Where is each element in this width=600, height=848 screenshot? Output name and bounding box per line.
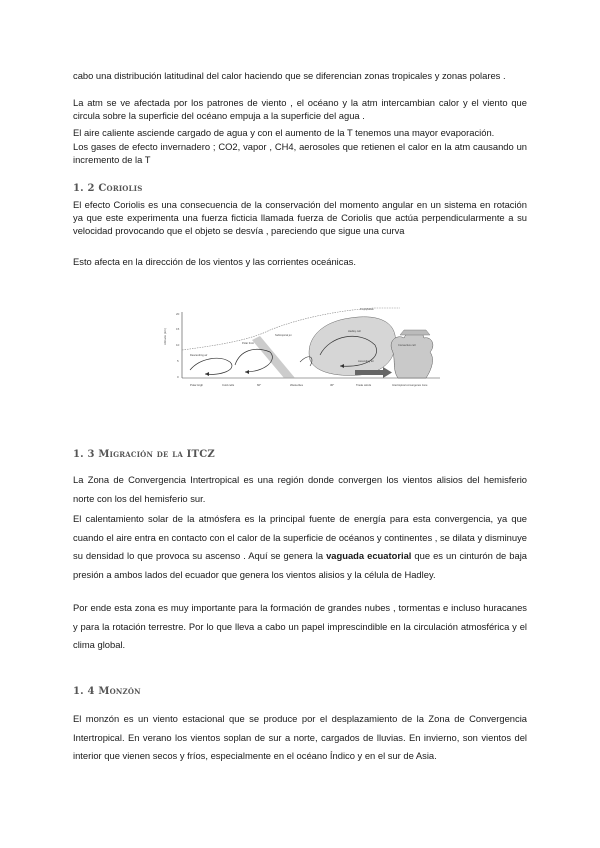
intro-paragraph-4: Los gases de efecto invernadero ; CO2, vapor , CH4, aerosoles que retienen el calor en la atm causando un incremento de la T — [73, 141, 527, 165]
annotation: Hadley cell — [348, 330, 361, 333]
coriolis-paragraph-2: Esto afecta en la dirección de los vientos y las corrientes oceánicas. — [73, 256, 356, 267]
annotation: Ascending air — [358, 360, 374, 363]
x-label: Westerlies — [290, 383, 304, 387]
annotation: Tropopause — [360, 308, 374, 311]
itcz-paragraph-2-end: que es un cinturón de baja presión a ambos lados del ecuador que genera los vientos alisios y la célula de Hadley. — [73, 550, 527, 580]
y-tick: 20 — [176, 312, 180, 316]
hadley-cell — [309, 317, 395, 376]
monzon-paragraph-1: El monzón es un viento estacional que se produce por el desplazamiento de la Zona de Convergencia Intertropical. En verano los vientos soplan de sur a norte, cargados de lluvias. En invierno, son vientos del interior que vienen secos y fríos, especialmente en el océano Índico y en el sur de Asia. — [73, 713, 527, 762]
polar-front-band — [252, 336, 295, 378]
intro-paragraph-1: cabo una distribución latitudinal del calor haciendo que se diferencian zonas tropicales y zonas polares . — [73, 70, 506, 81]
itcz-paragraph-3: Por ende esta zona es muy importante para la formación de grandes nubes , tormentas e incluso huracanes y para la rotación terrestre. Por lo que lleva a cabo un papel imprescindible en la circulación atmosférica y el clima global. — [73, 602, 527, 651]
itcz-key-term: vaguada ecuatorial — [326, 550, 412, 562]
annotation: Polar front — [242, 342, 254, 345]
y-tick: 5 — [177, 359, 179, 363]
x-label: Polar High — [190, 383, 204, 387]
itcz-paragraph-2-start: El calentamiento solar de la atmósfera es la principal fuente de energía para esta convergencia, ya que cuando el aire entra en contacto con el calor de la superficie de océanos y continentes , se dilata y disminuye su densidad lo que provoca su ascenso . Aquí se genera la — [73, 513, 527, 562]
circulation-diagram — [160, 300, 460, 415]
section-heading-coriolis: 1. 2 Coriolis — [73, 183, 143, 194]
x-label: 60° — [257, 383, 262, 387]
convective-cloud — [391, 331, 433, 379]
y-tick: 0 — [177, 375, 179, 379]
y-tick: 10 — [176, 343, 180, 347]
intro-paragraph-2: La atm se ve afectada por los patrones de viento , el océano y la atm intercambian calor y el viento que circula sobre la superficie del océano empuja a la superficie del agua . — [73, 97, 527, 121]
x-label: 30° — [330, 383, 335, 387]
section-heading-monzon: 1. 4 Monzón — [73, 686, 141, 697]
itcz-paragraph-1: La Zona de Convergencia Intertropical es una región donde convergen los vientos alisios del hemisferio norte con los del hemisferio sur. — [73, 474, 527, 504]
y-axis-label: Altitude (km) — [163, 328, 167, 345]
annotation: Convective cell — [398, 344, 416, 347]
x-label: Cold cells — [222, 383, 235, 387]
itcz-paragraph-2 — [73, 510, 527, 584]
annotation: Subtropical jet — [275, 334, 292, 337]
section-heading-itcz: 1. 3 Migración de la ITCZ — [73, 449, 215, 460]
annotation: Descending air — [190, 354, 208, 357]
intro-paragraph-3: El aire caliente asciende cargado de agua y con el aumento de la T tenemos una mayor evaporación. — [73, 127, 495, 138]
x-label: Trade winds — [356, 383, 372, 387]
coriolis-paragraph-1: El efecto Coriolis es una consecuencia de la conservación del momento angular en un sistema en rotación ya que este experimenta una fuerza ficticia llamada fuerza de Coriolis que actúa perpendicularmente a su velocidad provocando que el objeto se desvía , pareciendo que sigue una curva — [73, 199, 527, 236]
x-label: Intertropical convergence zone — [392, 384, 428, 387]
y-tick: 15 — [176, 327, 180, 331]
